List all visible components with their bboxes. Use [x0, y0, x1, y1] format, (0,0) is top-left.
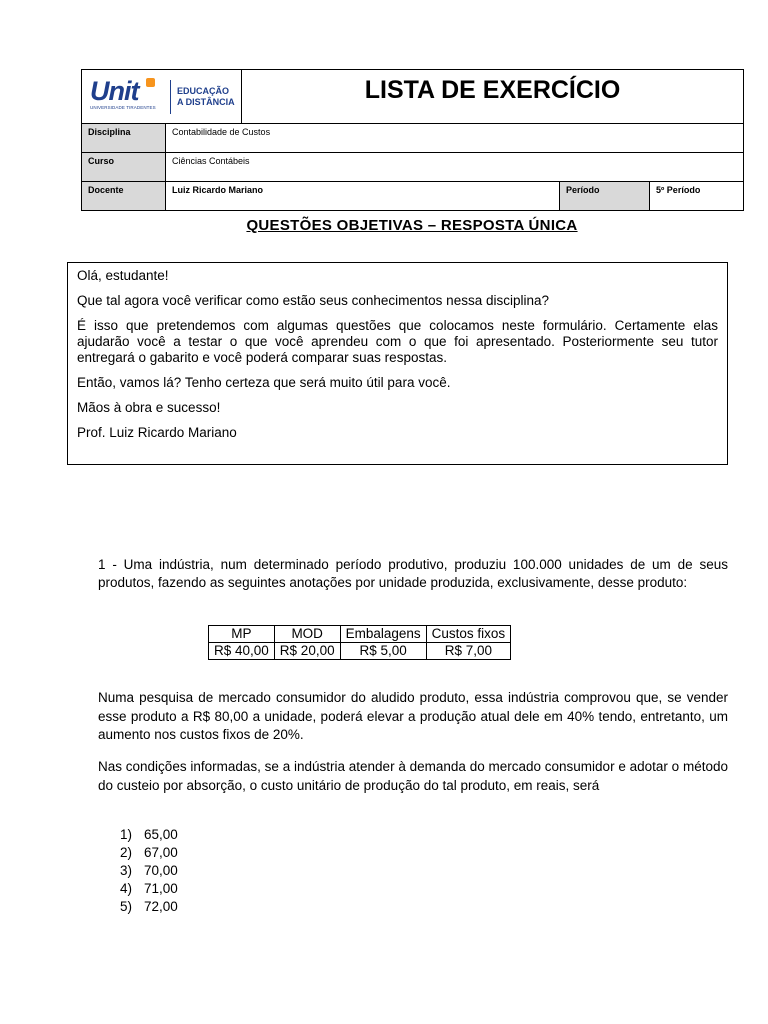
intro-signature: Prof. Luiz Ricardo Mariano [77, 425, 237, 440]
intro-paragraph-4: Mãos à obra e sucesso! [77, 400, 221, 415]
docente-value: Luiz Ricardo Mariano [166, 182, 560, 211]
cost-table [208, 625, 511, 660]
option-number: 4) [120, 881, 133, 896]
cost-value-mod: R$ 20,00 [274, 643, 340, 660]
answer-options [120, 826, 178, 916]
answer-option [120, 880, 178, 898]
cost-table-value-row [209, 643, 511, 660]
cost-table-header-row [209, 626, 511, 643]
logo-caption [177, 86, 235, 108]
intro-paragraph-2: É isso que pretendemos com algumas questões que colocamos neste formulário. Certamente elas ajudarão você a testar o que você aprendeu com o que foi apresentado. Posteriormente seu tutor entregará o gabarito e você poderá comparar suas respostas. [77, 318, 718, 365]
logo-caption-line2: A DISTÂNCIA [177, 96, 235, 107]
option-text: 65,00 [144, 827, 178, 842]
logo-cell [82, 70, 242, 124]
disciplina-value: Contabilidade de Custos [166, 124, 744, 153]
question-1-market-paragraph: Numa pesquisa de mercado consumidor do aludido produto, essa indústria comprovou que, se vender esse produto a R$ 80,00 a unidade, poderá elevar a produção atual dele em 40% tendo, entretanto, um aumento nos custos fixos de 20%. [98, 690, 728, 742]
answer-option [120, 844, 178, 862]
question-1-statement [98, 556, 728, 592]
unit-logo [82, 70, 241, 123]
logo-caption-line1: EDUCAÇÃO [177, 85, 230, 96]
periodo-label: Período [560, 182, 650, 211]
option-number: 3) [120, 863, 133, 878]
curso-label: Curso [82, 153, 166, 182]
logo-tagline: UNIVERSIDADE TIRADENTES [90, 104, 156, 110]
answer-option [120, 826, 178, 844]
cost-value-embalagens: R$ 5,00 [340, 643, 426, 660]
option-number: 5) [120, 899, 133, 914]
question-1-conditions-paragraph: Nas condições informadas, se a indústria atender à demanda do mercado consumidor e adotar o método do custeio por absorção, o custo unitário de produção do tal produto, em reais, será [98, 759, 728, 793]
answer-option [120, 862, 178, 880]
cost-header-mod: MOD [274, 626, 340, 643]
document-title: LISTA DE EXERCÍCIO [242, 70, 744, 124]
logo-mark [90, 77, 168, 117]
logo-brand: Unit [90, 75, 139, 106]
intro-greeting: Olá, estudante! [77, 268, 169, 283]
question-1-text: 1 - Uma indústria, num determinado período produtivo, produziu 100.000 unidades de um de seus produtos, fazendo as seguintes anotações por unidade produzida, exclusivamente, desse produto: [98, 557, 728, 590]
cost-header-embalagens: Embalagens [340, 626, 426, 643]
option-text: 67,00 [144, 845, 178, 860]
option-number: 1) [120, 827, 133, 842]
intro-paragraph-1: Que tal agora você verificar como estão seus conhecimentos nessa disciplina? [77, 293, 549, 308]
docente-label: Docente [82, 182, 166, 211]
cost-header-custos-fixos: Custos fixos [426, 626, 511, 643]
cost-header-mp: MP [209, 626, 275, 643]
periodo-value: 5º Período [650, 182, 744, 211]
disciplina-label: Disciplina [82, 124, 166, 153]
logo-divider [170, 80, 171, 114]
answer-option [120, 898, 178, 916]
section-heading: QUESTÕES OBJETIVAS – RESPOSTA ÚNICA [246, 217, 578, 234]
header-table [81, 69, 744, 211]
option-text: 72,00 [144, 899, 178, 914]
intro-paragraph-3: Então, vamos lá? Tenho certeza que será muito útil para você. [77, 375, 451, 390]
intro-box [67, 262, 728, 465]
curso-value: Ciências Contábeis [166, 153, 744, 182]
option-number: 2) [120, 845, 133, 860]
option-text: 70,00 [144, 863, 178, 878]
cost-value-mp: R$ 40,00 [209, 643, 275, 660]
option-text: 71,00 [144, 881, 178, 896]
cost-value-custos-fixos: R$ 7,00 [426, 643, 511, 660]
logo-accent-square [146, 78, 155, 87]
